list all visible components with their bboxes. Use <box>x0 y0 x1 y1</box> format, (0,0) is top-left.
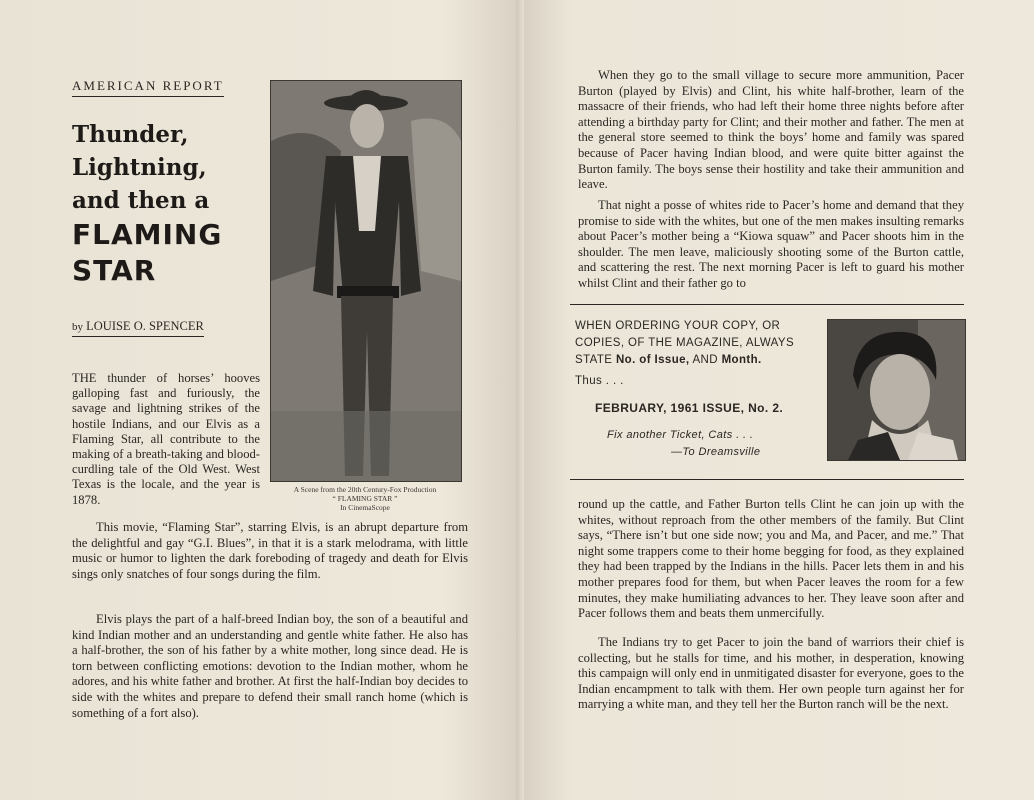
byline <box>72 319 204 337</box>
body-paragraph-2: Elvis plays the part of a half-breed Indian boy, the son of a beautiful and kind Indian mother and an understanding and gentle white father. He also has a half-brother, the son of his father by a white mother, long since dead. He is torn between conflicting emotions: devotion to the Indian mother, whom he adores, and his white father and brother. At first the half-Indian boy decides to side with the whites and prepare to defend their small ranch home (which is something of a fort also). <box>72 612 468 720</box>
portrait-illustration <box>828 320 965 460</box>
photo-caption <box>270 485 460 512</box>
headline-line-2: Lightning, <box>72 154 207 181</box>
notice-dreamsville-line: —To Dreamsville <box>671 446 761 458</box>
page-gutter <box>516 0 524 800</box>
notice-line-2: COPIES, OF THE MAGAZINE, ALWAYS <box>575 337 795 349</box>
notice-bottom-rule <box>570 479 964 480</box>
notice-issue-example: FEBRUARY, 1961 ISSUE, No. 2. <box>595 401 784 415</box>
right-paragraph-2: That night a posse of whites ride to Pacer’s home and demand that they promise to side with the whites, but one of the men makes insulting remarks about Pacer’s mother being a “Kiowa squaw” and Pacer shoots him in the shoulder. The men leave, maliciously shooting some of the Burton cattle, and scattering the rest. The next morning Pacer is left to guard his mother whilst Clint and their father go to <box>578 198 964 290</box>
ordering-notice <box>575 318 825 461</box>
notice-issue-number-label: No. of Issue, <box>615 354 690 366</box>
headline-line-3: and then a <box>72 187 210 214</box>
caption-line-1: A Scene from the 20th Century-Fox Production <box>293 485 437 494</box>
headline-line-1: Thunder, <box>72 121 189 148</box>
headline-big-line-2: STAR <box>72 254 157 287</box>
caption-line-2: “ FLAMING STAR ” <box>332 494 398 503</box>
headline-big-line-1: FLAMING <box>72 218 223 251</box>
portrait-photo <box>827 319 966 461</box>
notice-line-1: WHEN ORDERING YOUR COPY, OR <box>575 320 781 332</box>
byline-author: LOUISE O. SPENCER <box>86 319 204 333</box>
notice-month-label: Month. <box>721 354 762 366</box>
right-paragraph-4: The Indians try to get Pacer to join the band of warriors their chief is collecting, but he stalls for time, and his mother, in desperation, knowing this campaign will only end in unmitigated disaster for everyone, goes to the Indian encampment to talk with them. Her own people turn against her for marrying a white man, and they tell her the Burton ranch will be the next. <box>578 635 964 712</box>
notice-line-3-prefix: STATE <box>575 354 616 366</box>
film-still-photo <box>270 80 462 482</box>
right-paragraph-3: round up the cattle, and Father Burton tells Clint he can join up with the whites, without reproach from the other members of the family. But Clint says, “There isn’t but one side now; you and Ma, and Pacer, and me.” That night some trappers come to their home begging for food, as they explained they had been trapped by the Indians in the hills. Pacer lets them in and his mother prepares food for them, but when Pacer leaves the room for a few minutes, they make humiliating advances to her. They leave soon after and Pacer follows them and beats them unmercifully. <box>578 497 964 621</box>
byline-prefix: by <box>72 321 83 333</box>
section-label: AMERICAN REPORT <box>72 78 224 97</box>
article-headline <box>72 118 262 289</box>
cowboy-figure-illustration <box>271 81 461 481</box>
notice-line-3-mid: AND <box>689 354 722 366</box>
right-paragraph-1: When they go to the small village to secure more ammunition, Pacer Burton (played by Elvis) and Clint, his white half-brother, learn of the massacre of their friends, who had left their home three nights before after attending a birthday party for Clint; and their mother and father. The men at the general store seemed to think the boys’ home and family was spared because of Pacer having Indian blood, and were quite bitter against the Burton family. The boys sense their hostility and take their ammunition and leave. <box>578 68 964 192</box>
intro-paragraph: THE thunder of horses’ hooves galloping fast and furiously, the savage and lightning strikes of the hostile Indians, and our Elvis as a Flaming Star, all contribute to the making of a breath-taking and blood-curdling tale of the Old West. West Texas is the locale, and the year is 1878. <box>72 371 260 507</box>
caption-line-3: In CinemaScope <box>340 503 390 512</box>
notice-top-rule <box>570 304 964 305</box>
notice-fix-line: Fix another Ticket, Cats . . . <box>607 429 754 441</box>
notice-thus: Thus . . . <box>575 375 624 387</box>
body-paragraph-1: This movie, “Flaming Star”, starring Elvis, is an abrupt departure from the delightful and gay “G.I. Blues”, in that it is a stark melodrama, with little music or humor to lighten the dark foreboding of tragedy and death for Elvis sings only snatches of four songs during the film. <box>72 520 468 581</box>
notice-line-3 <box>575 352 825 369</box>
